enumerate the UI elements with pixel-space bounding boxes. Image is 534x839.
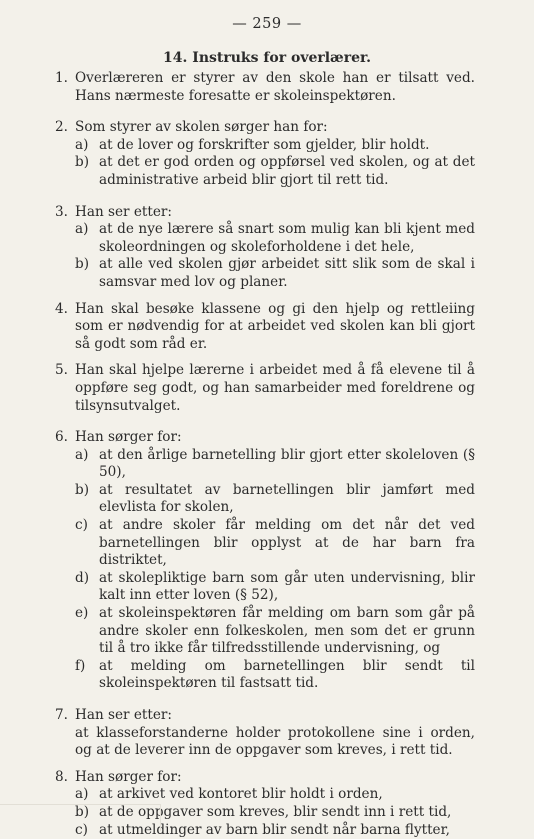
item-text: Han ser etter: (75, 203, 172, 220)
sub-letter: c) (75, 517, 88, 534)
sub-item (75, 517, 475, 570)
sub-letter: e) (75, 605, 89, 622)
sub-item (75, 786, 475, 804)
sub-text: at skolepliktige barn som går uten undervisning, blir kalt inn etter loven (§ 52), (99, 569, 475, 604)
sub-letter: a) (75, 221, 89, 238)
sub-letter: b) (75, 256, 90, 273)
sub-item (75, 658, 475, 693)
item-text: Han skal besøke klassene og gi den hjelp og rettleiing som er nødvendig for at arbeidet ved skolen kan bli gjort så godt som råd er. (75, 300, 475, 352)
sub-item (75, 154, 475, 189)
item-text: Han sørger for: (75, 429, 182, 446)
item-continuation: at klasseforstanderne holder protokollene sine i orden, og at de leverer inn de oppgaver som kreves, i rett tid. (75, 724, 475, 759)
sub-letter: b) (75, 154, 90, 171)
item-number: 4. (55, 300, 68, 317)
sub-text: at melding om barnetellingen blir sendt til skoleinspektøren til fastsatt tid. (99, 657, 475, 692)
item-number: 7. (55, 707, 68, 723)
sub-letter: c) (75, 821, 88, 838)
sub-letter: b) (75, 803, 90, 820)
item-number: 3. (55, 203, 68, 220)
page-corner-mark (0, 804, 161, 831)
sub-letter: a) (75, 446, 89, 463)
sub-text: at den årlige barnetelling blir gjort etter skoleloven (§ 50), (99, 446, 475, 481)
sub-item (75, 256, 475, 291)
item-text: Overlæreren er styrer av den skole han er tilsatt ved. Hans nærmeste foresatte er skoleinspektøren. (75, 70, 475, 104)
item-number: 1. (55, 70, 68, 86)
item-number: 5. (55, 362, 68, 379)
section-title: 14. Instruks for overlærer. (163, 50, 371, 66)
item-text: Som styrer av skolen sørger han for: (75, 119, 328, 136)
sub-item (75, 482, 475, 517)
sub-text: at utmeldinger av barn blir sendt når barna flytter, (99, 821, 450, 838)
item-number: 6. (55, 429, 68, 446)
item-1 (55, 70, 475, 105)
sub-item (75, 605, 475, 658)
sub-letter: d) (75, 569, 90, 586)
item-text: Han skal hjelpe lærerne i arbeidet med å få elevene til å oppføre seg godt, og han samarbeider med foreldrene og tilsynsutvalget. (75, 362, 475, 414)
sub-text: at alle ved skolen gjør arbeidet sitt slik som de skal i samsvar med lov og planer. (99, 256, 475, 290)
sub-text: at arkivet ved kontoret blir holdt i orden, (99, 786, 383, 803)
sub-letter: a) (75, 786, 89, 803)
item-6 (55, 429, 475, 693)
sub-text: at de nye lærere så snart som mulig kan bli kjent med skoleordningen og skoleforholdene i det hele, (99, 221, 475, 255)
sub-text: at det er god orden og oppførsel ved skolen, og at det administrative arbeid blir gjort til rett tid. (99, 154, 475, 188)
sub-item (75, 447, 475, 482)
sub-text: at de lover og forskrifter som gjelder, blir holdt. (99, 136, 430, 153)
sub-letter: a) (75, 136, 89, 153)
instruction-body (55, 70, 475, 839)
item-7 (55, 707, 475, 760)
sub-text: at andre skoler får melding om det når det ved barnetellingen blir opplyst at de har barn fra distriktet, (99, 517, 475, 569)
sub-letter: b) (75, 481, 90, 498)
item-3 (55, 204, 475, 292)
sub-item (75, 570, 475, 605)
sub-text: at skoleinspektøren får melding om barn som går på andre skoler enn folkeskolen, men som det er grunn til å tro ikke får tilfredsstillende undervisning, og (99, 605, 475, 657)
item-text: Han ser etter: (75, 707, 172, 723)
item-4 (55, 301, 475, 354)
item-2 (55, 119, 475, 189)
sub-letter: f) (75, 657, 86, 674)
item-text: Han sørger for: (75, 768, 182, 785)
sub-item (75, 221, 475, 256)
sub-text: at de oppgaver som kreves, blir sendt inn i rett tid, (99, 803, 452, 820)
sub-text: at resultatet av barnetellingen blir jamført med elevlista for skolen, (99, 481, 475, 516)
sub-item (75, 137, 475, 155)
item-5 (55, 362, 475, 415)
item-number: 8. (55, 768, 68, 785)
page-number: — 259 — (232, 16, 302, 32)
item-number: 2. (55, 119, 68, 136)
